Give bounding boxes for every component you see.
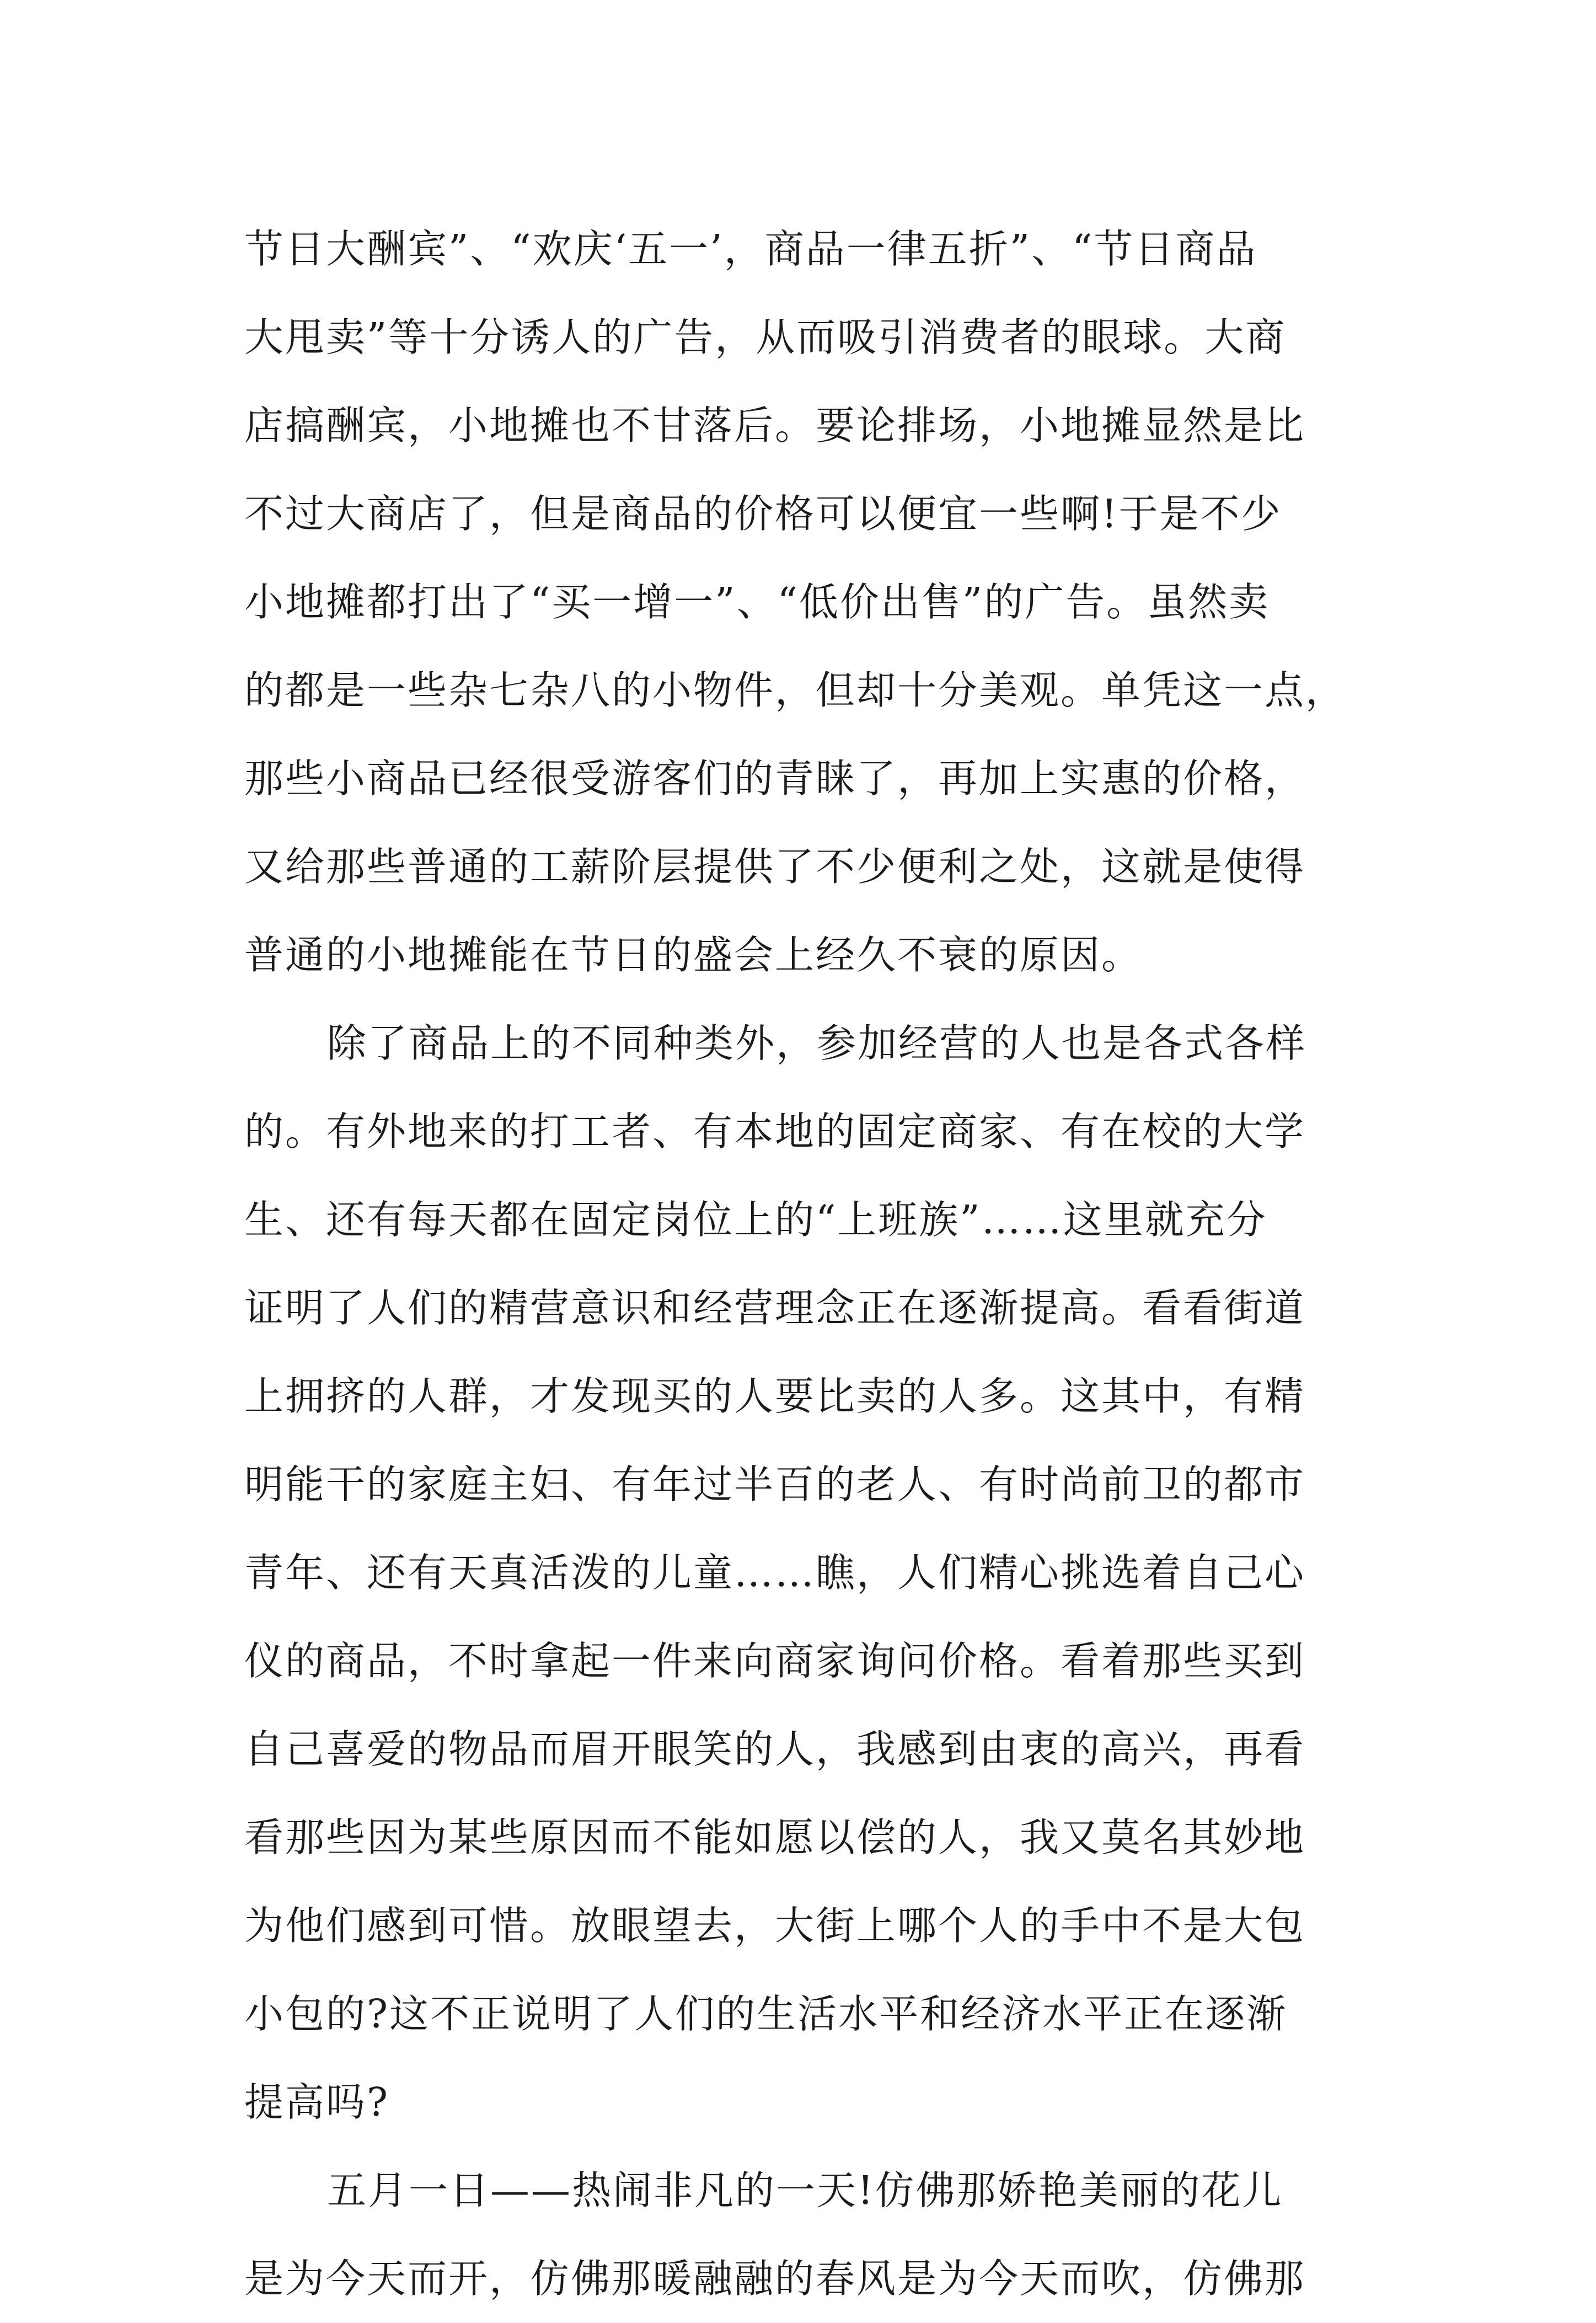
text-line: 不过大商店了，但是商品的价格可以便宜一些啊!于是不少 xyxy=(244,491,1282,537)
text-line: 的都是一些杂七杂八的小物件，但却十分美观。单凭这一点， xyxy=(244,667,1347,713)
paragraph-start-line: 除了商品上的不同种类外，参加经营的人也是各式各样 xyxy=(327,1020,1307,1066)
text-line: 节日大酬宾”、“欢庆‘五一’，商品一律五折”、“节日商品 xyxy=(244,226,1257,272)
text-line: 自己喜爱的物品而眉开眼笑的人，我感到由衷的高兴，再看 xyxy=(244,1726,1306,1772)
text-line: 那些小商品已经很受游客们的青睐了，再加上实惠的价格， xyxy=(244,756,1306,801)
text-line: 上拥挤的人群，才发现买的人要比卖的人多。这其中，有精 xyxy=(244,1373,1306,1419)
text-line: 看那些因为某些原因而不能如愿以偿的人，我又莫名其妙地 xyxy=(244,1814,1306,1860)
text-line: 又给那些普通的工薪阶层提供了不少便利之处，这就是使得 xyxy=(244,844,1306,890)
text-line: 青年、还有天真活泼的儿童……瞧，人们精心挑选着自己心 xyxy=(244,1550,1306,1596)
text-line: 小地摊都打出了“买一增一”、“低价出售”的广告。虽然卖 xyxy=(244,579,1270,625)
text-line: 的。有外地来的打工者、有本地的固定商家、有在校的大学 xyxy=(244,1109,1306,1154)
text-line: 明能干的家庭主妇、有年过半百的老人、有时尚前卫的都市 xyxy=(244,1462,1306,1507)
text-line: 生、还有每天都在固定岗位上的“上班族”……这里就充分 xyxy=(244,1197,1267,1243)
body-text xyxy=(244,205,1364,2323)
text-line: 仪的商品，不时拿起一件来向商家询问价格。看着那些买到 xyxy=(244,1638,1306,1684)
text-line: 店搞酬宾，小地摊也不甘落后。要论排场，小地摊显然是比 xyxy=(244,403,1306,448)
text-line: 大甩卖”等十分诱人的广告，从而吸引消费者的眼球。大商 xyxy=(244,314,1287,360)
text-line: 小包的?这不正说明了人们的生活水平和经济水平正在逐渐 xyxy=(244,1991,1288,2037)
text-line: 证明了人们的精营意识和经营理念正在逐渐提高。看看街道 xyxy=(244,1285,1306,1331)
text-line: 普通的小地摊能在节日的盛会上经久不衰的原因。 xyxy=(244,932,1143,978)
paragraph-start-line: 五月一日——热闹非凡的一天!仿佛那娇艳美丽的花儿 xyxy=(327,2167,1283,2213)
text-line: 为他们感到可惜。放眼望去，大街上哪个人的手中不是大包 xyxy=(244,1903,1306,1949)
text-line: 提高吗? xyxy=(244,2079,390,2125)
text-line: 是为今天而开，仿佛那暖融融的春风是为今天而吹，仿佛那 xyxy=(244,2256,1306,2301)
